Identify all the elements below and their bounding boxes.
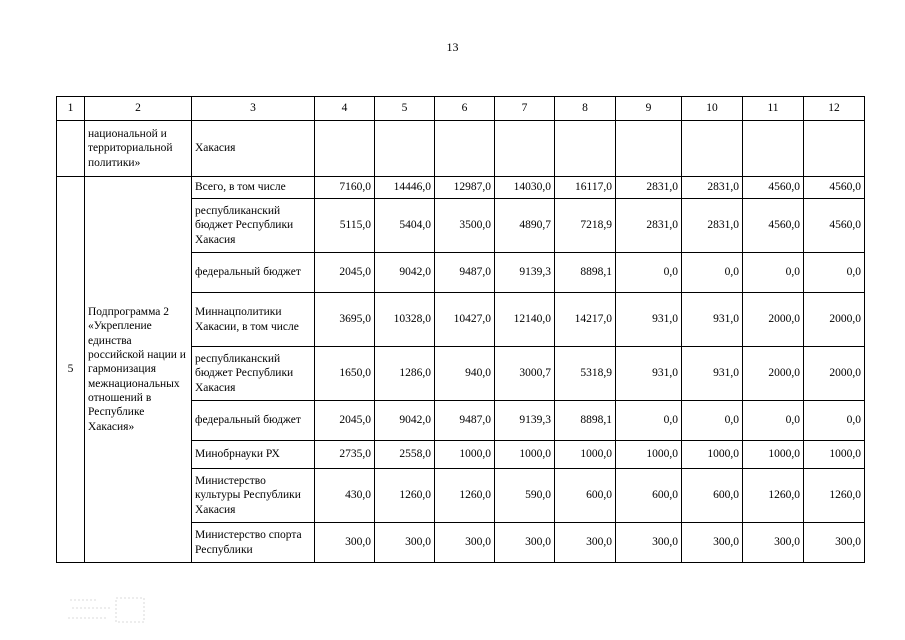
value-cell: 2831,0 bbox=[616, 199, 682, 253]
column-header: 9 bbox=[616, 97, 682, 121]
value-cell: 300,0 bbox=[495, 523, 555, 563]
value-cell: 0,0 bbox=[743, 401, 804, 441]
value-cell: 1000,0 bbox=[743, 441, 804, 469]
value-cell: 8898,1 bbox=[555, 401, 616, 441]
value-cell: 2045,0 bbox=[315, 253, 375, 293]
continuation-row bbox=[57, 121, 865, 177]
value-cell: 9139,3 bbox=[495, 401, 555, 441]
value-cell: 2831,0 bbox=[682, 177, 743, 199]
value-cell: 2000,0 bbox=[804, 293, 865, 347]
value-cell: 1000,0 bbox=[682, 441, 743, 469]
value-cell: 931,0 bbox=[616, 347, 682, 401]
value-cell bbox=[435, 121, 495, 177]
value-cell: 430,0 bbox=[315, 469, 375, 523]
value-cell: 7160,0 bbox=[315, 177, 375, 199]
column-header: 8 bbox=[555, 97, 616, 121]
value-cell: 1260,0 bbox=[435, 469, 495, 523]
value-cell: 1000,0 bbox=[804, 441, 865, 469]
value-cell: 1000,0 bbox=[435, 441, 495, 469]
value-cell: 600,0 bbox=[616, 469, 682, 523]
column-header: 4 bbox=[315, 97, 375, 121]
value-cell: 10427,0 bbox=[435, 293, 495, 347]
row-number-cell: 5 bbox=[57, 177, 85, 563]
value-cell: 1286,0 bbox=[375, 347, 435, 401]
value-cell: 931,0 bbox=[616, 293, 682, 347]
value-cell: 1260,0 bbox=[804, 469, 865, 523]
value-cell bbox=[682, 121, 743, 177]
value-cell bbox=[804, 121, 865, 177]
value-cell: 5404,0 bbox=[375, 199, 435, 253]
value-cell: 4890,7 bbox=[495, 199, 555, 253]
value-cell: 1260,0 bbox=[743, 469, 804, 523]
value-cell: 4560,0 bbox=[804, 199, 865, 253]
value-cell: 300,0 bbox=[375, 523, 435, 563]
value-cell: 9487,0 bbox=[435, 253, 495, 293]
value-cell: 300,0 bbox=[804, 523, 865, 563]
value-cell: 300,0 bbox=[315, 523, 375, 563]
source-cell: Министерство спорта Республики bbox=[192, 523, 315, 563]
value-cell: 3500,0 bbox=[435, 199, 495, 253]
value-cell: 14030,0 bbox=[495, 177, 555, 199]
value-cell bbox=[743, 121, 804, 177]
value-cell: 590,0 bbox=[495, 469, 555, 523]
column-header: 11 bbox=[743, 97, 804, 121]
value-cell: 3695,0 bbox=[315, 293, 375, 347]
value-cell: 14217,0 bbox=[555, 293, 616, 347]
value-cell: 4560,0 bbox=[743, 177, 804, 199]
row-number-cell bbox=[57, 121, 85, 177]
value-cell bbox=[315, 121, 375, 177]
value-cell: 2735,0 bbox=[315, 441, 375, 469]
value-cell: 9487,0 bbox=[435, 401, 495, 441]
value-cell: 1000,0 bbox=[616, 441, 682, 469]
value-cell: 1000,0 bbox=[555, 441, 616, 469]
source-cell: федеральный бюджет bbox=[192, 401, 315, 441]
column-header: 6 bbox=[435, 97, 495, 121]
value-cell: 2000,0 bbox=[743, 293, 804, 347]
value-cell: 2831,0 bbox=[616, 177, 682, 199]
column-header: 1 bbox=[57, 97, 85, 121]
column-header: 2 bbox=[85, 97, 192, 121]
value-cell: 2831,0 bbox=[682, 199, 743, 253]
source-cell: Всего, в том числе bbox=[192, 177, 315, 199]
value-cell: 0,0 bbox=[616, 253, 682, 293]
value-cell: 4560,0 bbox=[804, 177, 865, 199]
stamp-mark bbox=[66, 594, 148, 626]
value-cell: 931,0 bbox=[682, 347, 743, 401]
source-cell: Хакасия bbox=[192, 121, 315, 177]
value-cell: 940,0 bbox=[435, 347, 495, 401]
value-cell bbox=[375, 121, 435, 177]
value-cell: 2000,0 bbox=[743, 347, 804, 401]
value-cell bbox=[616, 121, 682, 177]
source-cell: Миннацполитики Хакасии, в том числе bbox=[192, 293, 315, 347]
value-cell: 7218,9 bbox=[555, 199, 616, 253]
value-cell bbox=[495, 121, 555, 177]
source-cell: Минобрнауки РХ bbox=[192, 441, 315, 469]
source-cell: республиканский бюджет Республики Хакасия bbox=[192, 199, 315, 253]
value-cell: 0,0 bbox=[804, 401, 865, 441]
value-cell: 0,0 bbox=[743, 253, 804, 293]
column-header: 12 bbox=[804, 97, 865, 121]
value-cell: 9139,3 bbox=[495, 253, 555, 293]
value-cell: 2045,0 bbox=[315, 401, 375, 441]
source-cell: федеральный бюджет bbox=[192, 253, 315, 293]
value-cell: 8898,1 bbox=[555, 253, 616, 293]
column-header: 7 bbox=[495, 97, 555, 121]
value-cell: 0,0 bbox=[682, 401, 743, 441]
value-cell: 300,0 bbox=[743, 523, 804, 563]
value-cell: 2000,0 bbox=[804, 347, 865, 401]
value-cell: 600,0 bbox=[555, 469, 616, 523]
value-cell: 9042,0 bbox=[375, 253, 435, 293]
value-cell: 5318,9 bbox=[555, 347, 616, 401]
column-header: 5 bbox=[375, 97, 435, 121]
column-header: 10 bbox=[682, 97, 743, 121]
value-cell: 300,0 bbox=[682, 523, 743, 563]
value-cell: 9042,0 bbox=[375, 401, 435, 441]
value-cell: 16117,0 bbox=[555, 177, 616, 199]
program-cell: Подпрограмма 2 «Укрепление единства российской нации и гармонизация межнациональных отношений в Республике Хакасия» bbox=[85, 177, 192, 563]
value-cell: 0,0 bbox=[804, 253, 865, 293]
value-cell: 0,0 bbox=[616, 401, 682, 441]
value-cell: 0,0 bbox=[682, 253, 743, 293]
value-cell: 14446,0 bbox=[375, 177, 435, 199]
value-cell: 1260,0 bbox=[375, 469, 435, 523]
value-cell: 300,0 bbox=[555, 523, 616, 563]
value-cell: 12987,0 bbox=[435, 177, 495, 199]
table-body bbox=[57, 97, 865, 563]
value-cell: 931,0 bbox=[682, 293, 743, 347]
value-cell: 10328,0 bbox=[375, 293, 435, 347]
value-cell: 12140,0 bbox=[495, 293, 555, 347]
header-row bbox=[57, 97, 865, 121]
value-cell: 600,0 bbox=[682, 469, 743, 523]
value-cell: 300,0 bbox=[616, 523, 682, 563]
table-row bbox=[57, 177, 865, 199]
value-cell: 3000,7 bbox=[495, 347, 555, 401]
value-cell: 300,0 bbox=[435, 523, 495, 563]
value-cell: 2558,0 bbox=[375, 441, 435, 469]
value-cell: 5115,0 bbox=[315, 199, 375, 253]
page-number: 13 bbox=[446, 40, 459, 54]
value-cell: 4560,0 bbox=[743, 199, 804, 253]
value-cell bbox=[555, 121, 616, 177]
source-cell: Министерство культуры Республики Хакасия bbox=[192, 469, 315, 523]
value-cell: 1000,0 bbox=[495, 441, 555, 469]
budget-table bbox=[56, 96, 865, 563]
value-cell: 1650,0 bbox=[315, 347, 375, 401]
source-cell: республиканский бюджет Республики Хакасия bbox=[192, 347, 315, 401]
column-header: 3 bbox=[192, 97, 315, 121]
program-cell: национальной и территориальной политики» bbox=[85, 121, 192, 177]
